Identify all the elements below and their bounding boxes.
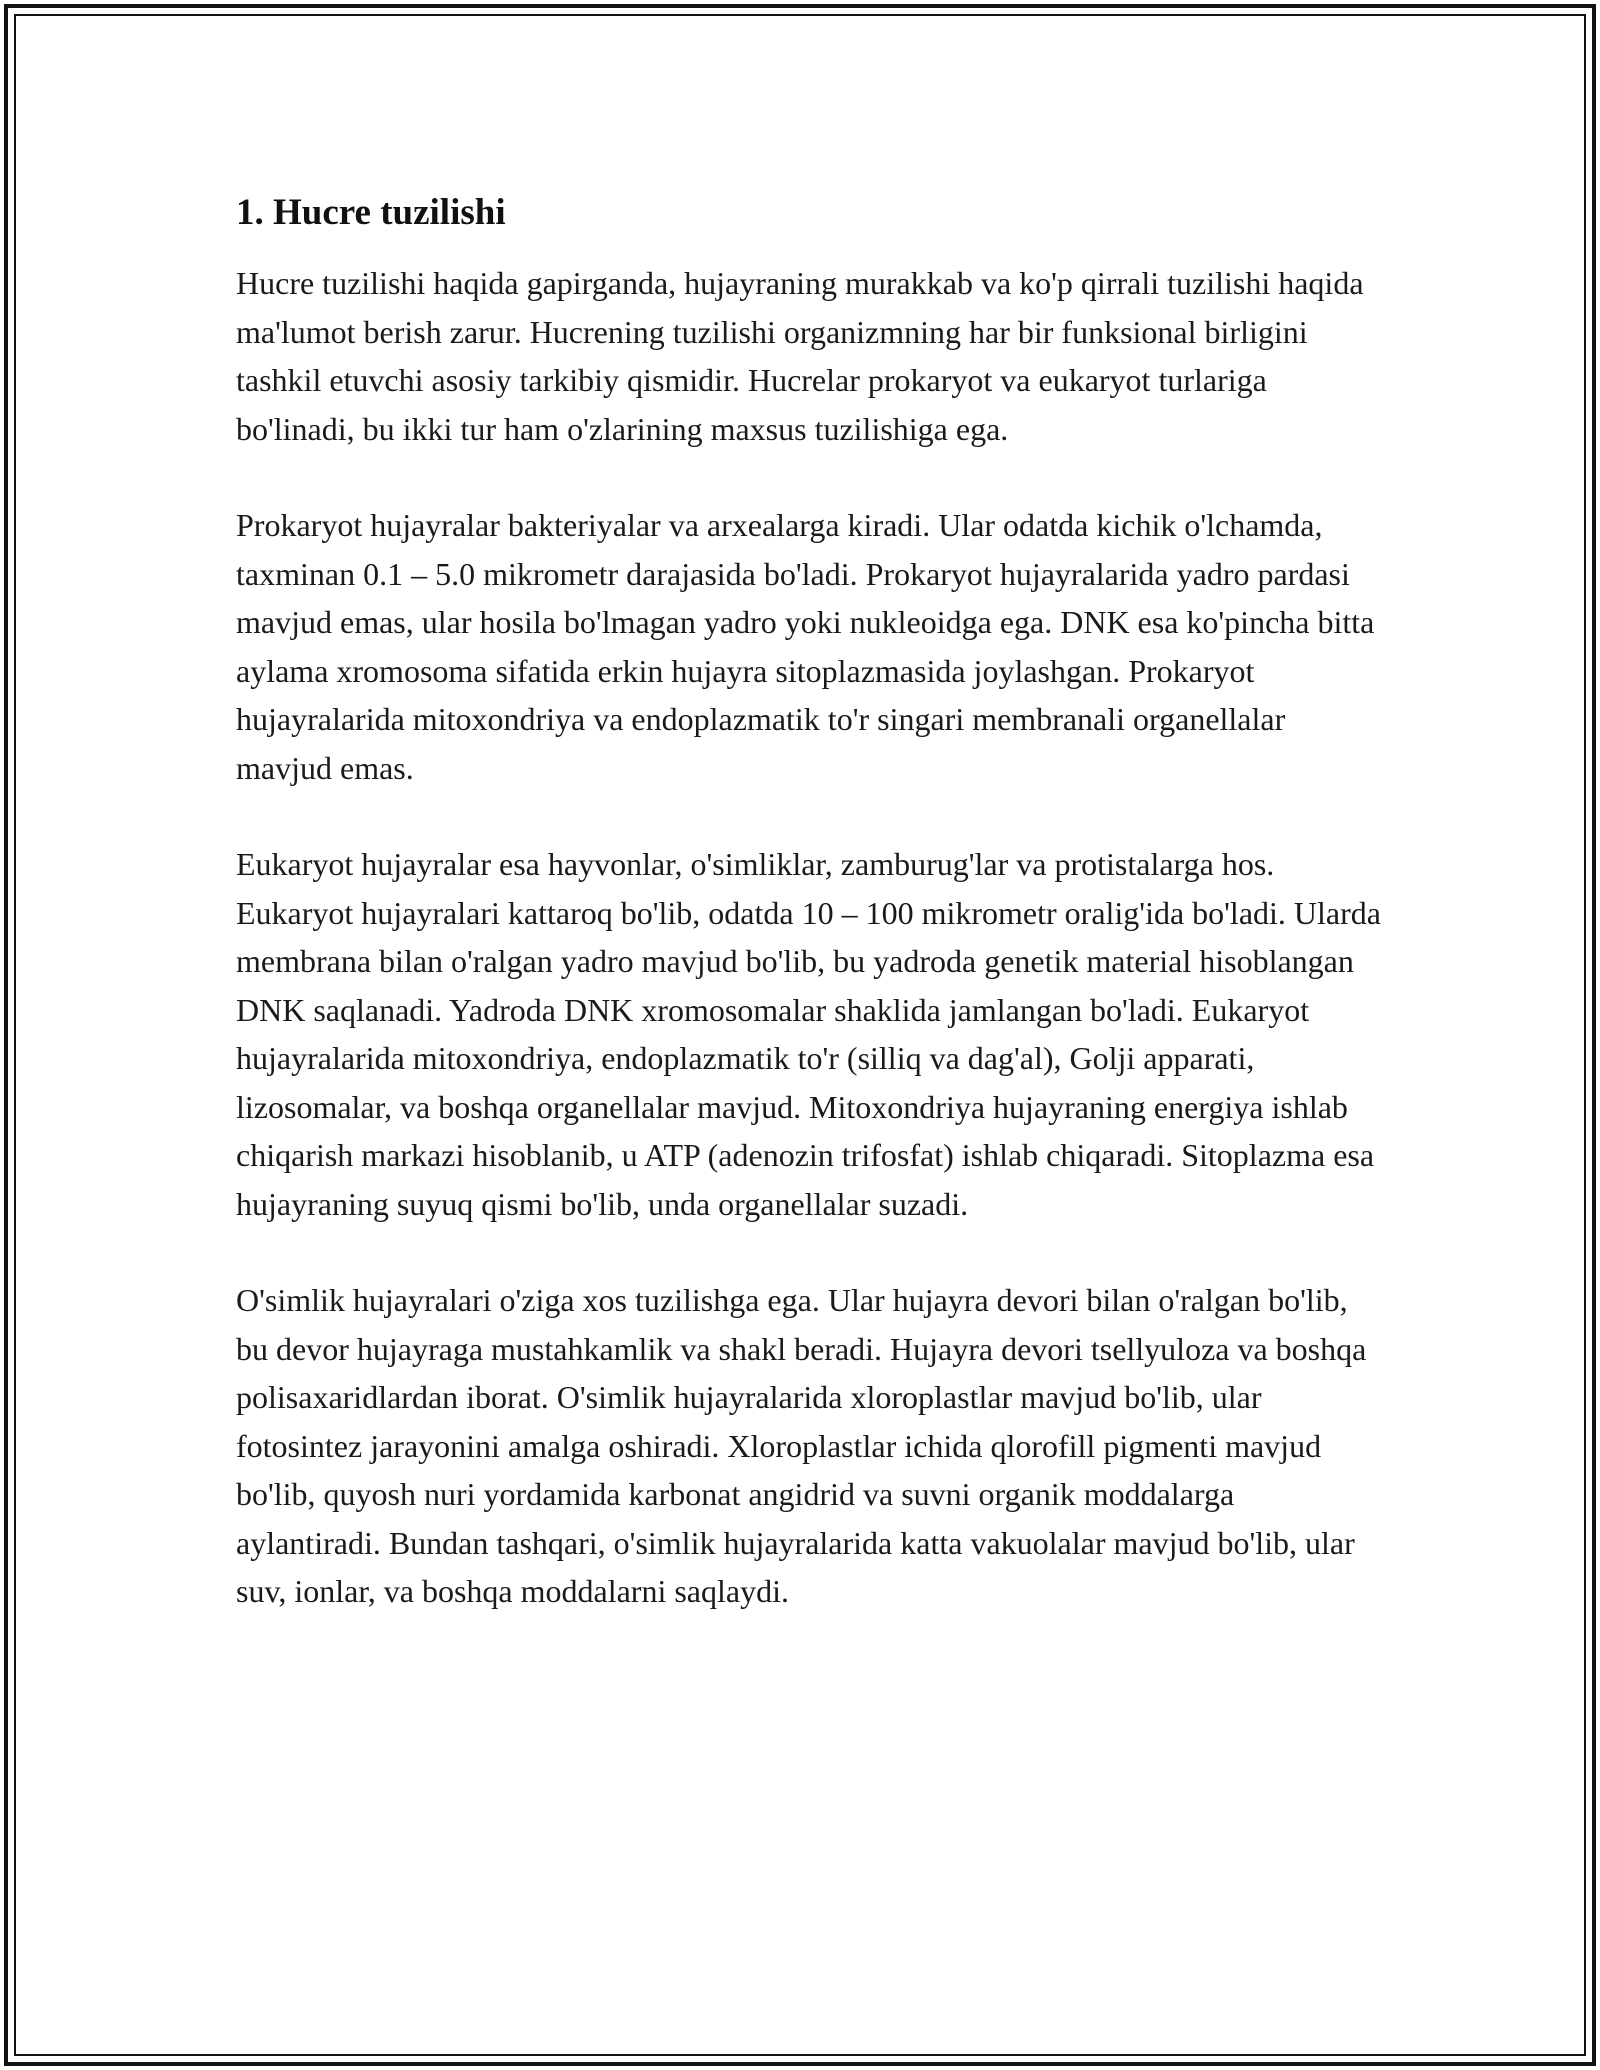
- paragraph-prokaryotes: Prokaryot hujayralar bakteriyalar va arxealarga kiradi. Ular odatda kichik o'lchamda, taxminan 0.1 – 5.0 mikrometr darajasida bo'ladi. Prokaryot hujayralarida yadro pardasi mavjud emas, ular hosila bo'lmagan yadro yoki nukleoidga ega. DNK esa ko'pincha bitta aylama xromosoma sifatida erkin hujayra sitoplazmasida joylashgan. Prokaryot hujayralarida mitoxondriya va endoplazmatik to'r singari membranali organellalar mavjud emas.: [236, 507, 1375, 786]
- paragraph-eukaryotes: Eukaryot hujayralar esa hayvonlar, o'simliklar, zamburug'lar va protistalarga hos. Eukaryot hujayralari kattaroq bo'lib, odatda 10 – 100 mikrometr oralig'ida bo'ladi. Ularda membrana bilan o'ralgan yadro mavjud bo'lib, bu yadroda genetik material hisoblangan DNK saqlanadi. Yadroda DNK xromosomalar shaklida jamlangan bo'ladi. Eukaryot hujayralarida mitoxondriya, endoplazmatik to'r (silliq va dag'al), Golji apparati, lizosomalar, va boshqa organellalar mavjud. Mitoxondriya hujayraning energiya ishlab chiqarish markazi hisoblanib, u ATP (adenozin trifosfat) ishlab chiqaradi. Sitoplazma esa hujayraning suyuq qismi bo'lib, unda organellalar suzadi.: [236, 846, 1381, 1222]
- paragraph-intro: Hucre tuzilishi haqida gapirganda, hujayraning murakkab va ko'p qirrali tuzilishi haqida ma'lumot berish zarur. Hucrening tuzilishi organizmning har bir funksional birligini tashkil etuvchi asosiy tarkibiy qismidir. Hucrelar prokaryot va eukaryot turlariga bo'linadi, bu ikki tur ham o'zlarining maxsus tuzilishiga ega.: [236, 265, 1364, 447]
- paragraph-plant-cells: O'simlik hujayralari o'ziga xos tuzilishga ega. Ular hujayra devori bilan o'ralgan bo'lib, bu devor hujayraga mustahkamlik va shakl beradi. Hujayra devori tsellyuloza va boshqa polisaxaridlardan iborat. O'simlik hujayralarida xloroplastlar mavjud bo'lib, ular fotosintez jarayonini amalga oshiradi. Xloroplastlar ichida qlorofill pigmenti mavjud bo'lib, quyosh nuri yordamida karbonat angidrid va suvni organik moddalarga aylantiradi. Bundan tashqari, o'simlik hujayralarida katta vakuolalar mavjud bo'lib, ular suv, ionlar, va boshqa moddalarni saqlaydi.: [236, 1282, 1367, 1609]
- document-body: [236, 185, 1386, 1664]
- section-heading: 1. Hucre tuzilishi: [236, 192, 506, 233]
